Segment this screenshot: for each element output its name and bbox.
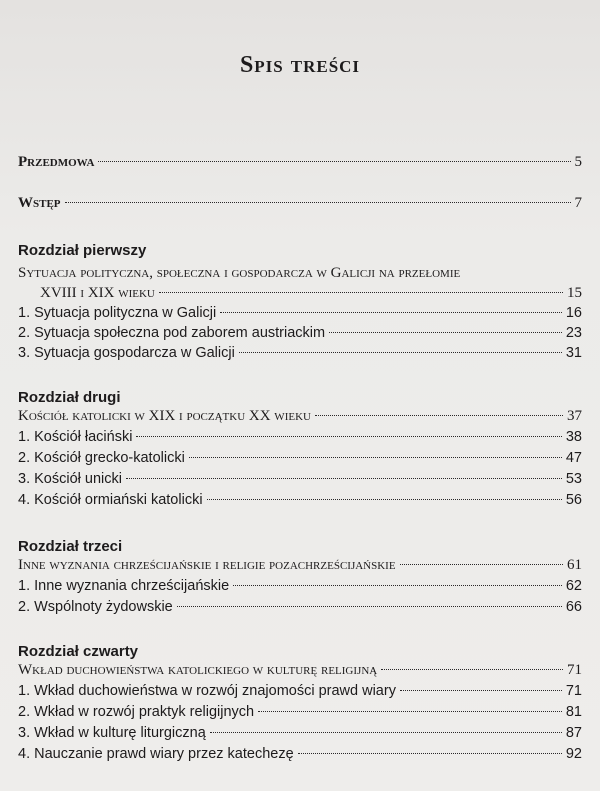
chapter-heading: Rozdział drugi — [18, 389, 121, 406]
dot-leader — [239, 352, 562, 353]
toc-entry-label: Wkład duchowieństwa katolickiego w kulturę religijną — [18, 662, 378, 678]
toc-entry-label: Przedmowa — [18, 154, 95, 170]
toc-page-number: 87 — [565, 725, 582, 741]
toc-entry-label: 2. Wspólnoty żydowskie — [18, 599, 173, 615]
toc-page-number: 16 — [565, 305, 582, 321]
dot-leader — [210, 732, 562, 733]
toc-page-number: 38 — [565, 429, 582, 445]
toc-page-number: 62 — [565, 578, 582, 594]
toc-entry-item[interactable] — [18, 723, 582, 743]
toc-page-number: 15 — [567, 285, 582, 301]
toc-entry-intro[interactable] — [18, 193, 582, 213]
dot-leader — [233, 585, 562, 586]
toc-entry-label: 1. Kościół łaciński — [18, 429, 133, 445]
toc-entry-label: Kościół katolicki w XIX i początku XX wieku — [18, 408, 311, 424]
toc-entry-label: 4. Kościół ormiański katolicki — [18, 492, 203, 508]
toc-page-number: 56 — [565, 492, 582, 508]
toc-page-number: 71 — [565, 683, 582, 699]
toc-page-number: 92 — [565, 746, 582, 762]
toc-entry-item[interactable] — [18, 343, 582, 363]
dot-leader — [207, 499, 562, 500]
dot-leader — [126, 478, 562, 479]
dot-leader — [315, 415, 563, 416]
dot-leader — [189, 457, 562, 458]
dot-leader — [65, 202, 571, 203]
toc-entry-item[interactable] — [18, 469, 582, 489]
page-title: Spis treści — [239, 52, 361, 78]
dot-leader — [177, 606, 562, 607]
chapter-topic-line: Sytuacja polityczna, społeczna i gospodarcza w Galicji na przełomie — [18, 265, 461, 281]
dot-leader — [381, 669, 563, 670]
toc-entry-item[interactable] — [18, 576, 582, 596]
toc-page-number: 23 — [565, 325, 582, 341]
toc-entry-label: 2. Kościół grecko-katolicki — [18, 450, 185, 466]
toc-entry-item[interactable] — [18, 702, 582, 722]
toc-entry-item[interactable] — [18, 448, 582, 468]
dot-leader — [258, 711, 562, 712]
dot-leader — [159, 292, 563, 293]
dot-leader — [400, 564, 563, 565]
toc-entry-label: 1. Wkład duchowieństwa w rozwój znajomości prawd wiary — [18, 683, 396, 699]
toc-page-number: 53 — [565, 471, 582, 487]
toc-entry-label: XVIII i XIX wieku — [40, 285, 155, 301]
toc-page-number: 7 — [574, 195, 582, 211]
dot-leader — [400, 690, 562, 691]
toc-entry-label: 3. Kościół unicki — [18, 471, 122, 487]
toc-entry-chapter-topic[interactable] — [18, 555, 582, 575]
toc-entry-label: 3. Wkład w kulturę liturgiczną — [18, 725, 206, 741]
toc-entry-label: 1. Sytuacja polityczna w Galicji — [18, 305, 217, 321]
toc-entry-item[interactable] — [18, 597, 582, 617]
dot-leader — [220, 312, 562, 313]
toc-entry-item[interactable] — [18, 490, 582, 510]
toc-entry-chapter-topic[interactable] — [18, 660, 582, 680]
toc-entry-label: 1. Inne wyznania chrześcijańskie — [18, 578, 230, 594]
dot-leader — [329, 332, 562, 333]
toc-page-number: 47 — [565, 450, 582, 466]
toc-entry-item[interactable] — [18, 427, 582, 447]
toc-entry-label: 3. Sytuacja gospodarcza w Galicji — [18, 345, 235, 361]
toc-page-number: 5 — [574, 154, 582, 170]
chapter-heading: Rozdział czwarty — [18, 643, 139, 660]
toc-entry-preface[interactable] — [18, 152, 582, 172]
toc-page-number: 71 — [567, 662, 582, 678]
toc-page-number: 61 — [567, 557, 582, 573]
toc-entry-item[interactable] — [18, 681, 582, 701]
toc-entry-label: 2. Sytuacja społeczna pod zaborem austriackim — [18, 325, 326, 341]
toc-entry-chapter-topic[interactable] — [40, 283, 582, 303]
toc-entry-chapter-topic[interactable] — [18, 406, 582, 426]
toc-page-number: 81 — [565, 704, 582, 720]
toc-entry-label: Inne wyznania chrześcijańskie i religie pozachrześcijańskie — [18, 557, 396, 573]
toc-entry-item[interactable] — [18, 323, 582, 343]
toc-page-number: 66 — [565, 599, 582, 615]
chapter-heading: Rozdział pierwszy — [18, 242, 147, 259]
toc-entry-item[interactable] — [18, 303, 582, 323]
toc-entry-label: 4. Nauczanie prawd wiary przez katechezę — [18, 746, 294, 762]
toc-entry-label: 2. Wkład w rozwój praktyk religijnych — [18, 704, 255, 720]
toc-page-number: 31 — [565, 345, 582, 361]
dot-leader — [136, 436, 561, 437]
chapter-heading: Rozdział trzeci — [18, 538, 123, 555]
toc-entry-item[interactable] — [18, 744, 582, 764]
dot-leader — [98, 161, 570, 162]
toc-entry-label: Wstęp — [18, 195, 61, 211]
dot-leader — [298, 753, 562, 754]
toc-page-number: 37 — [567, 408, 582, 424]
